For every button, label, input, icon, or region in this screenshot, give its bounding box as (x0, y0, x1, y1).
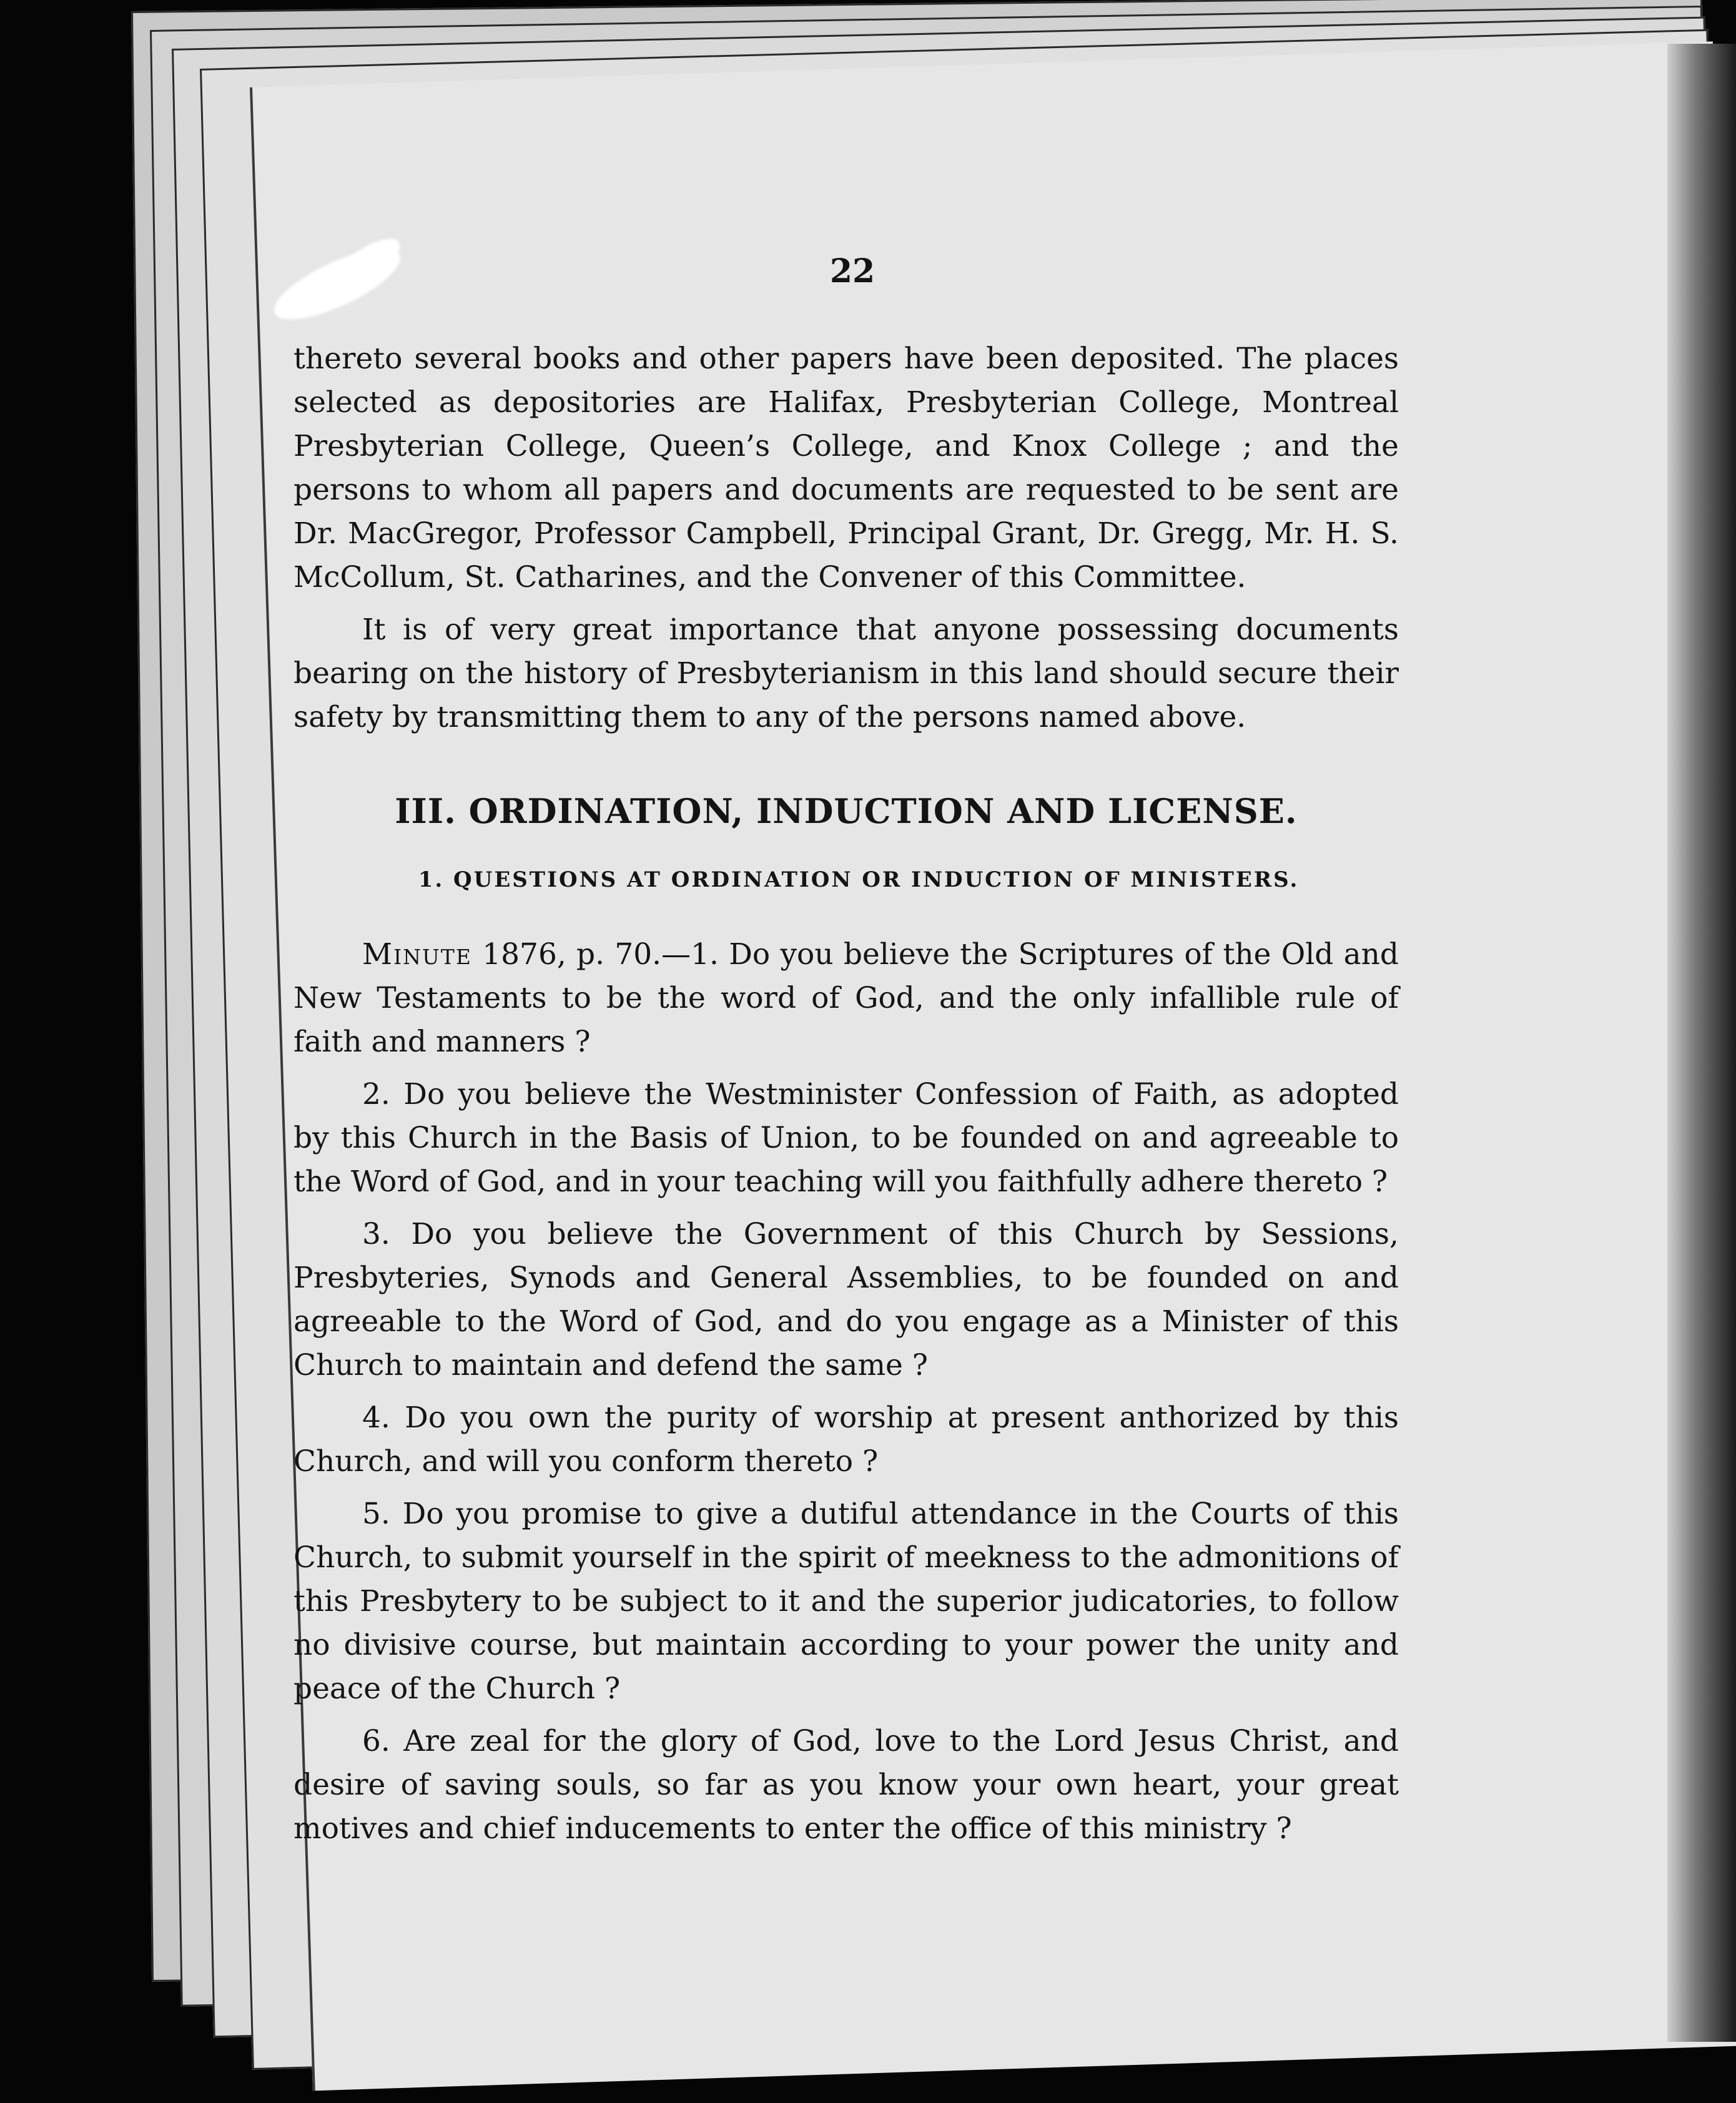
page-text (293, 100, 1399, 1859)
question-paragraph (293, 933, 1399, 1064)
question-paragraph: 3. Do you believe the Government of this Church by Sessions, Presbyteries, Synods and General Assemblies, to be founded on and agreeable to the Word of God, and do you engage as a Minister of this Church to maintain and defend the same ? (293, 1217, 1399, 1382)
sub-heading: 1. QUESTIONS AT ORDINATION OR INDUCTION OF MINISTERS. (418, 867, 1300, 892)
minute-label: Minute (362, 937, 472, 972)
paragraph: thereto several books and other papers have been deposited. The places selected as depositories are Halifax, Presbyterian College, Montreal Presbyterian College, Queen’s College, and Knox College ; and the persons to whom all papers and documents are requested to be sent are Dr. MacGregor, Professor Campbell, Principal Grant, Dr. Gregg, Mr. H. S. McCollum, St. Catharines, and the Convener of this Committee. (293, 342, 1399, 594)
question-paragraph: 2. Do you believe the Westminister Confession of Faith, as adopted by this Church in the Basis of Union, to be founded on and agreeable to the Word of God, and in your teaching will you faithfully adhere thereto ? (293, 1077, 1399, 1199)
question-paragraph: 6. Are zeal for the glory of God, love to the Lord Jesus Christ, and desire of saving souls, so far as you know your own heart, your great motives and chief inducements to enter the office of this ministry ? (293, 1724, 1399, 1846)
section-heading: III. ORDINATION, INDUCTION AND LICENSE. (395, 791, 1298, 831)
paragraph: It is of very great importance that anyone possessing documents bearing on the history of Presbyterianism in this land should secure their safety by transmitting them to any of the persons named above. (293, 613, 1399, 734)
page-number: 22 (829, 252, 875, 290)
book-binding-shadow (1667, 44, 1736, 2042)
question-text: 1876, p. 70.—1. Do you believe the Scriptures of the Old and New Testaments to be the word of God, and the only infallible rule of faith and manners ? (293, 937, 1399, 1059)
question-paragraph: 5. Do you promise to give a dutiful attendance in the Courts of this Church, to submit yourself in the spirit of meekness to the admonitions of this Presbytery to be subject to it and the superior judicatories, to follow no divisive course, but maintain according to your power the unity and peace of the Church ? (293, 1497, 1399, 1706)
question-paragraph: 4. Do you own the purity of worship at present anthorized by this Church, and will you conform thereto ? (293, 1401, 1399, 1479)
